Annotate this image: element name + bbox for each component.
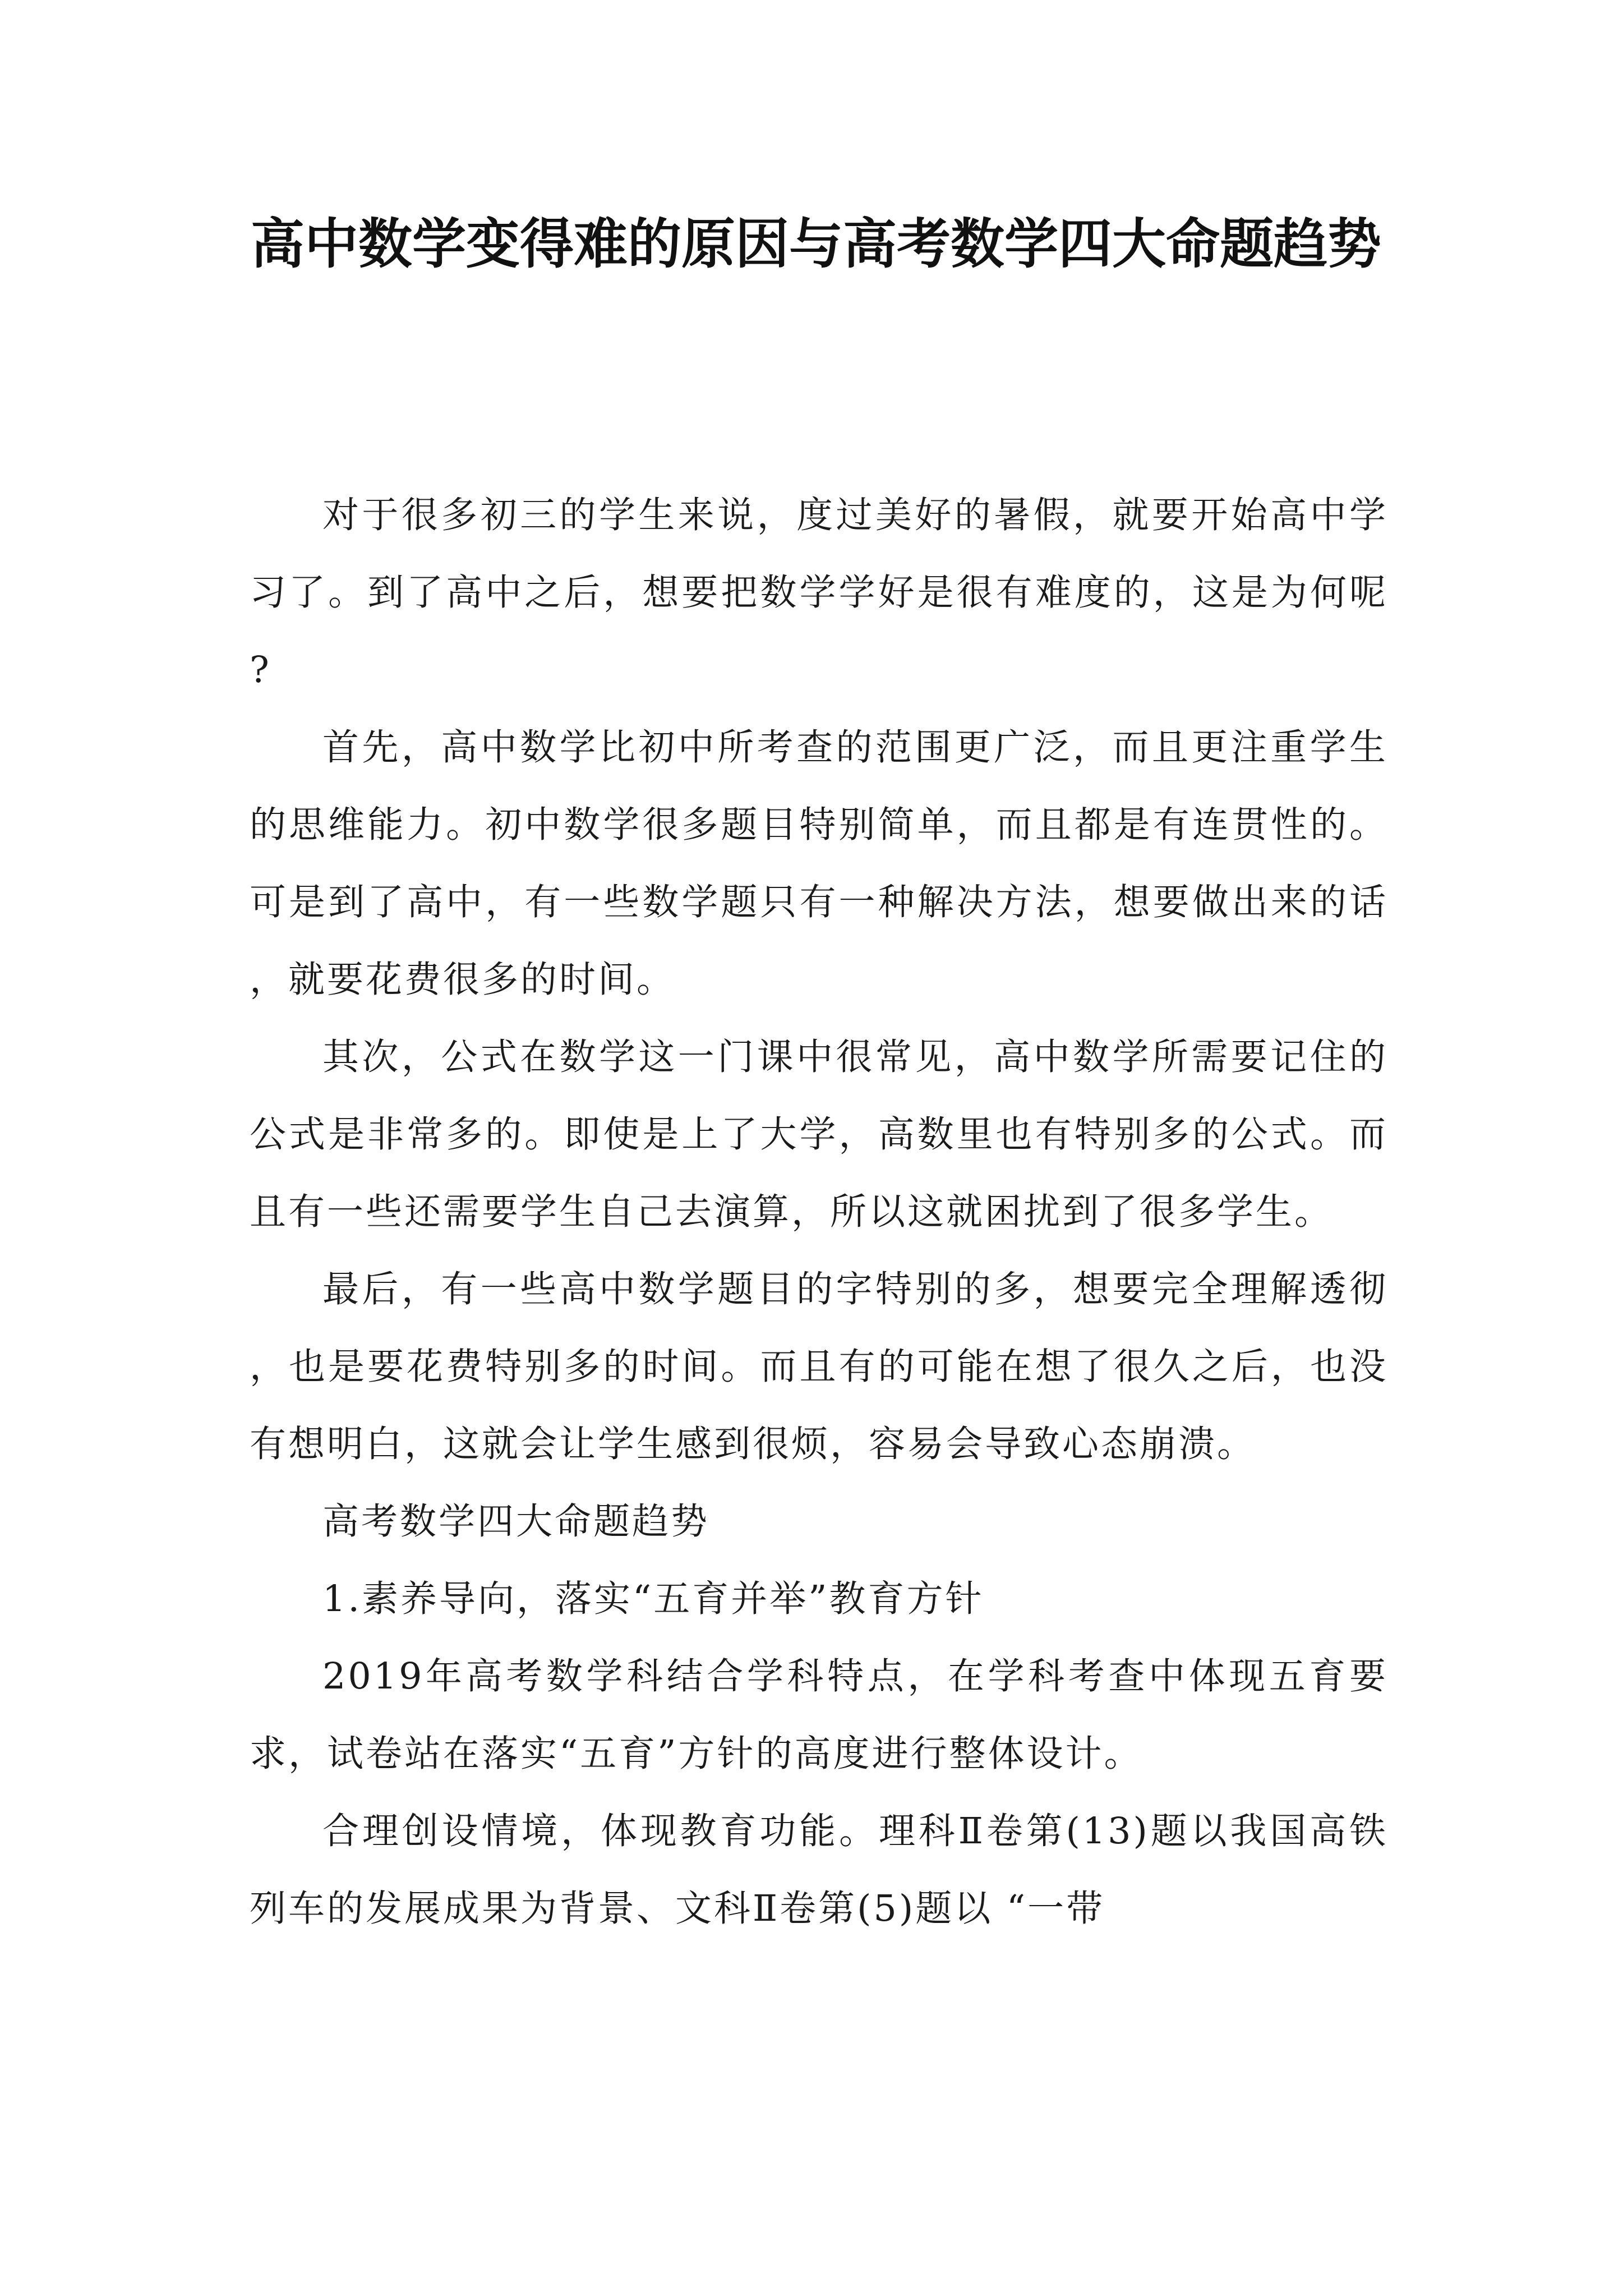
trend-item-heading: 1.素养导向，落实“五育并举”教育方针 xyxy=(322,1578,984,1620)
paragraph-first-reason: 首先，高中数学比初中所考查的范围更广泛，而且更注重学生的思维能力。初中数学很多题目特别简单，而且都是有连贯性的。可是到了高中，有一些数学题只有一种解决方法，想要做出来的话，就要花费很多的时间。 xyxy=(250,726,1388,1001)
paragraph-intro: 对于很多初三的学生来说，度过美好的暑假，就要开始高中学习了。到了高中之后，想要把数学学好是很有难度的，这是为何呢? xyxy=(250,494,1388,691)
document-title: 高中数学变得难的原因与高考数学四大命题趋势 xyxy=(251,212,1381,275)
paragraph-trend-detail: 2019年高考数学科结合学科特点，在学科考查中体现五育要求，试卷站在落实“五育”方针的高度进行整体设计。 xyxy=(250,1655,1388,1775)
section-heading: 高考数学四大命题趋势 xyxy=(322,1501,710,1543)
paragraph-second-reason: 其次，公式在数学这一门课中很常见，高中数学所需要记住的公式是非常多的。即使是上了大学，高数里也有特别多的公式。而且有一些还需要学生自己去演算，所以这就困扰到了很多学生。 xyxy=(250,1036,1388,1233)
paragraph-trend-example: 合理创设情境，体现教育功能。理科Ⅱ卷第(13)题以我国高铁列车的发展成果为背景、文科Ⅱ卷第(5)题以 “一带 xyxy=(250,1810,1388,1930)
document-body xyxy=(250,477,1388,1948)
paragraph-third-reason: 最后，有一些高中数学题目的字特别的多，想要完全理解透彻，也是要花费特别多的时间。而且有的可能在想了很久之后，也没有想明白，这就会让学生感到很烦，容易会导致心态崩溃。 xyxy=(250,1268,1388,1465)
